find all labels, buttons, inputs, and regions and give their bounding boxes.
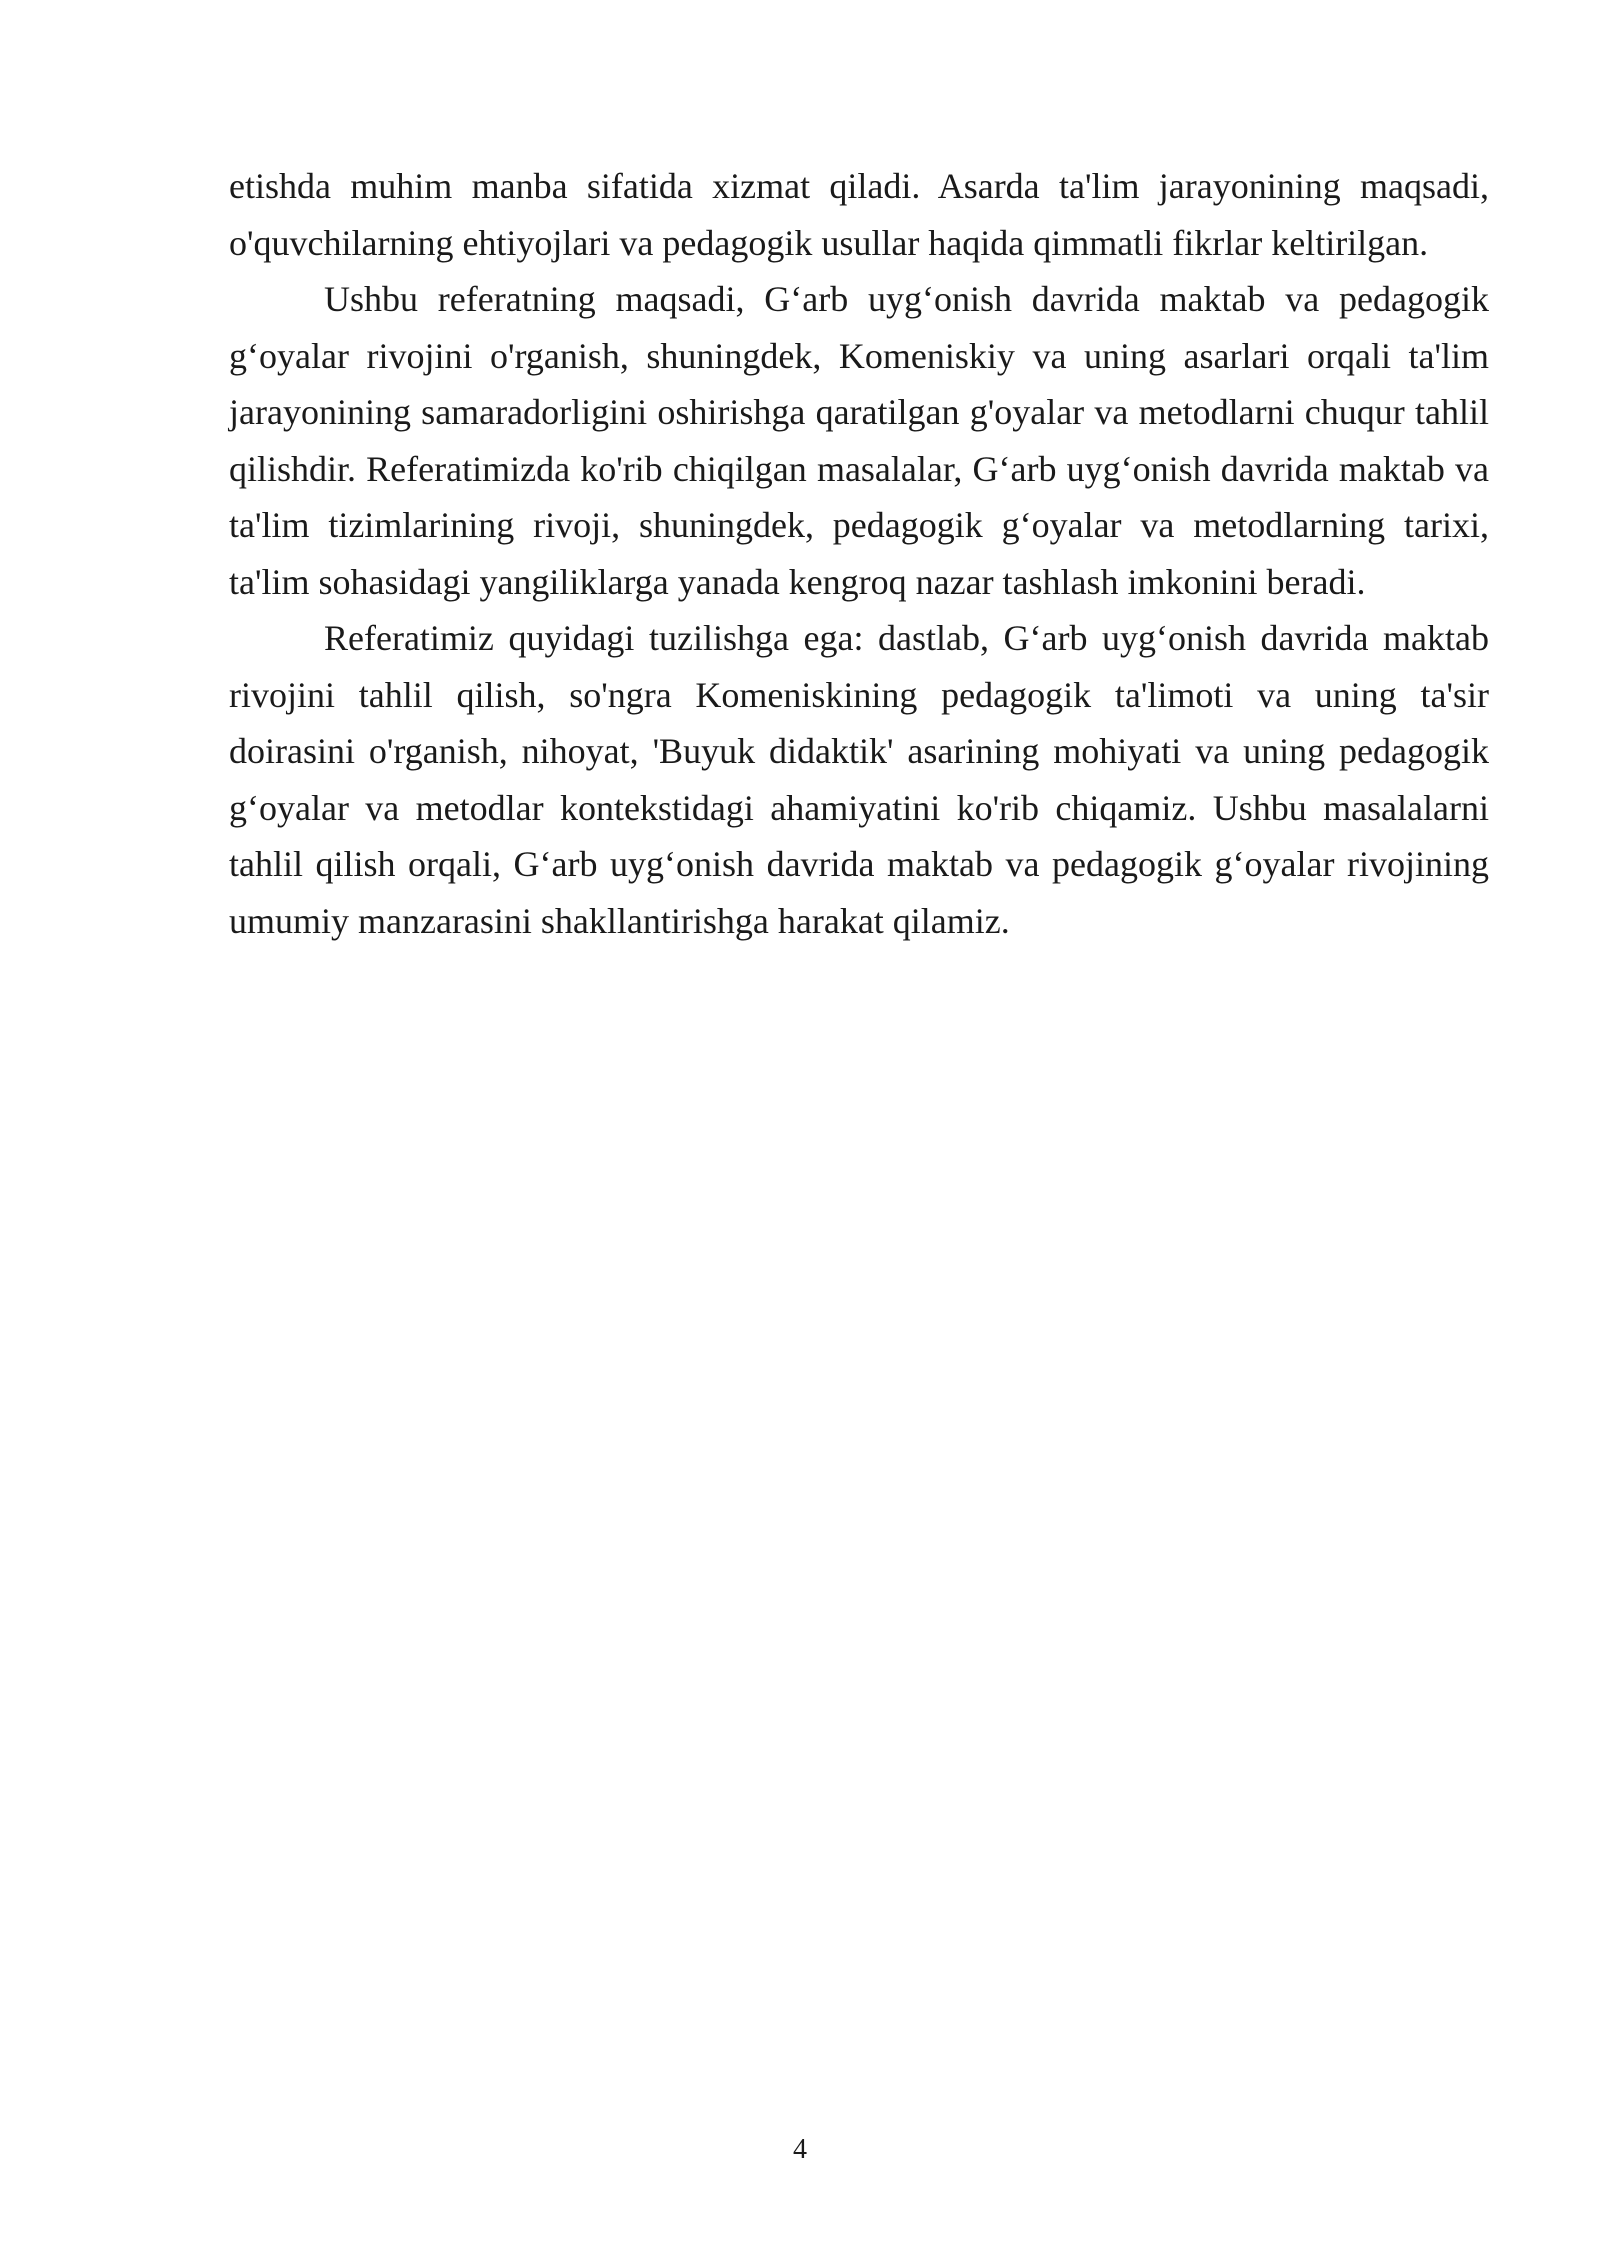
paragraph-structure: Referatimiz quyidagi tuzilishga ega: dastlab, G‘arb uyg‘onish davrida maktab rivojini tahlil qilish, so'ngra Komeniskining pedagogik ta'limoti va uning ta'sir doirasini o'rganish, nihoyat, 'Buyuk didaktik' asarining mohiyati va uning pedagogik g‘oyalar va metodlar kontekstidagi ahamiyatini ko'rib chiqamiz. Ushbu masalalarni tahlil qilish orqali, G‘arb uyg‘onish davrida maktab va pedagogik g‘oyalar rivojining umumiy manzarasini shakllantirishga harakat qilamiz. — [229, 618, 1489, 941]
paragraph-purpose: Ushbu referatning maqsadi, G‘arb uyg‘onish davrida maktab va pedagogik g‘oyalar rivojini o'rganish, shuningdek, Komeniskiy va uning asarlari orqali ta'lim jarayonining samaradorligini oshirishga qaratilgan g'oyalar va metodlarni chuqur tahlil qilishdir. Referatimizda ko'rib chiqilgan masalalar, G‘arb uyg‘onish davrida maktab va ta'lim tizimlarining rivoji, shuningdek, pedagogik g‘oyalar va metodlarning tarixi, ta'lim sohasidagi yangiliklarga yanada kengroq nazar tashlash imkonini beradi. — [229, 279, 1489, 602]
paragraph-continuation: etishda muhim manba sifatida xizmat qiladi. Asarda ta'lim jarayonining maqsadi, o'quvchilarning ehtiyojlari va pedagogik usullar haqida qimmatli fikrlar keltirilgan. — [229, 166, 1489, 263]
page-number: 4 — [793, 2134, 807, 2165]
body-text — [229, 158, 1489, 949]
